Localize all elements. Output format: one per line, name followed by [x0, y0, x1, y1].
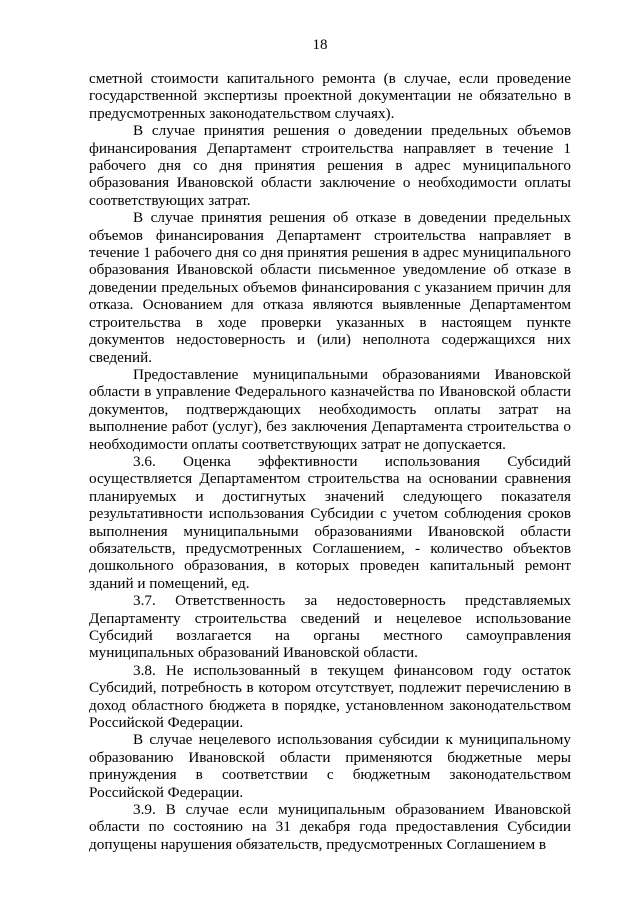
paragraph-continuation: сметной стоимости капитального ремонта (в случае, если проведение государственной экспертизы проектной документации не обязательно в предусмотренных законодательством случаях). — [89, 70, 571, 122]
body-text — [89, 70, 571, 853]
paragraph-3-6: 3.6. Оценка эффективности использования Субсидий осуществляется Департаментом строительства на основании сравнения планируемых и достигнутых значений следующего показателя результативности использования Субсидии с учетом соблюдения сроков выполнения муниципальными образованиями Ивановской области обязательств, предусмотренных Соглашением, - количество объектов дошкольного образования, в которых проведен капитальный ремонт зданий и помещений, ед. — [89, 452, 571, 592]
page-number: 18 — [312, 37, 328, 53]
paragraph-conclusion-decision: В случае принятия решения о доведении предельных объемов финансирования Департамент строительства направляет в течение 1 рабочего дня со дня принятия решения в адрес муниципального образования Ивановской области заключение о необходимости оплаты соответствующих затрат. — [89, 122, 571, 209]
paragraph-treasury-documents: Предоставление муниципальными образованиями Ивановской области в управление Федерального казначейства по Ивановской области документов, подтверждающих необходимость оплаты затрат на выполнение работ (услуг), без заключения Департамента строительства о необходимости оплаты соответствующих затрат не допускается. — [89, 365, 571, 453]
paragraph-misuse-measures: В случае нецелевого использования субсидии к муниципальному образованию Ивановской области применяются бюджетные меры принуждения в соответствии с бюджетным законодательством Российской Федерации. — [89, 731, 571, 801]
paragraph-3-8: 3.8. Не использованный в текущем финансовом году остаток Субсидий, потребность в котором отсутствует, подлежит перечислению в доход областного бюджета в порядке, установленном законодательством Российской Федерации. — [89, 661, 571, 732]
paragraph-3-7: 3.7. Ответственность за недостоверность представляемых Департаменту строительства сведений и нецелевое использование Субсидий возлагается на органы местного самоуправления муниципальных образований Ивановской области. — [89, 592, 571, 662]
paragraph-refusal-decision: В случае принятия решения об отказе в доведении предельных объемов финансирования Департамент строительства направляет в течение 1 рабочего дня со дня принятия решения в адрес муниципального образования Ивановской области письменное уведомление об отказе в доведении предельных объемов финансирования с указанием причин для отказа. Основанием для отказа являются выявленные Департаментом строительства в ходе проверки указанных в настоящем пункте документов недостоверность и (или) неполнота содержащихся них сведений. — [89, 209, 571, 366]
paragraph-3-9: 3.9. В случае если муниципальным образованием Ивановской области по состоянию на 31 декабря года предоставления Субсидии допущены нарушения обязательств, предусмотренных Соглашением в — [89, 801, 571, 853]
